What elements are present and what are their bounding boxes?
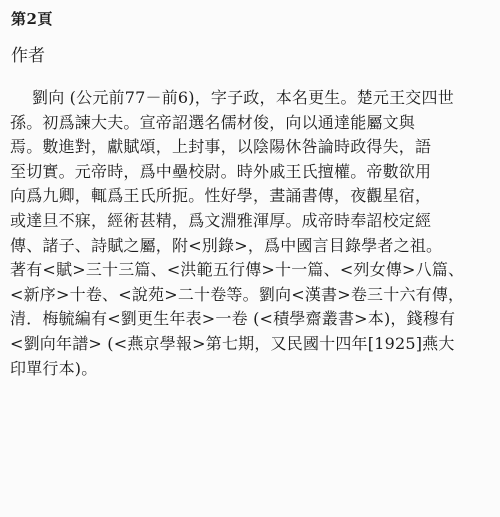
paragraph-line: 印單行本)。	[10, 358, 98, 378]
paragraph-line: 著有<賦>三十三篇、<洪範五行傳>十一篇、<列女傳>八篇、	[10, 260, 465, 280]
section-title-author: 作者	[11, 46, 45, 66]
paragraph-line: <新序>十卷、<說苑>二十卷等。劉向<漢書>卷三十六有傳，	[10, 284, 465, 304]
paragraph-line: 孫。初爲諫大夫。宣帝詔選名儒材俊，向以通達能屬文與	[10, 112, 416, 132]
biography-paragraph	[10, 86, 492, 381]
page-number-heading: 第2頁	[11, 10, 53, 28]
paragraph-line: 劉向 (公元前77－前6)，字子政，本名更生。楚元王交四世	[32, 88, 454, 107]
paragraph-line: 向爲九卿，輒爲王氏所扼。性好學，晝誦書傳，夜觀星宿，	[10, 186, 432, 206]
paragraph-line: 或達旦不寐，經術甚精，爲文淵雅渾厚。成帝時奉詔校定經	[10, 210, 432, 230]
paragraph-line: 傳、諸子、詩賦之屬，附<別錄>，爲中國言目錄學者之祖。	[10, 235, 443, 255]
paragraph-line: <劉向年譜> (<燕京學報>第七期，又民國十四年[1925]燕大	[10, 333, 455, 353]
paragraph-line: 清．梅毓編有<劉更生年表>一卷 (<積學齋叢書>本)，錢穆有	[10, 309, 456, 329]
paragraph-line: 焉。數進對，獻賦頌，上封事，以陰陽休咎論時政得失，語	[10, 137, 432, 157]
paragraph-line: 至切實。元帝時，爲中壘校尉。時外戚王氏擅權。帝數欲用	[10, 161, 432, 181]
